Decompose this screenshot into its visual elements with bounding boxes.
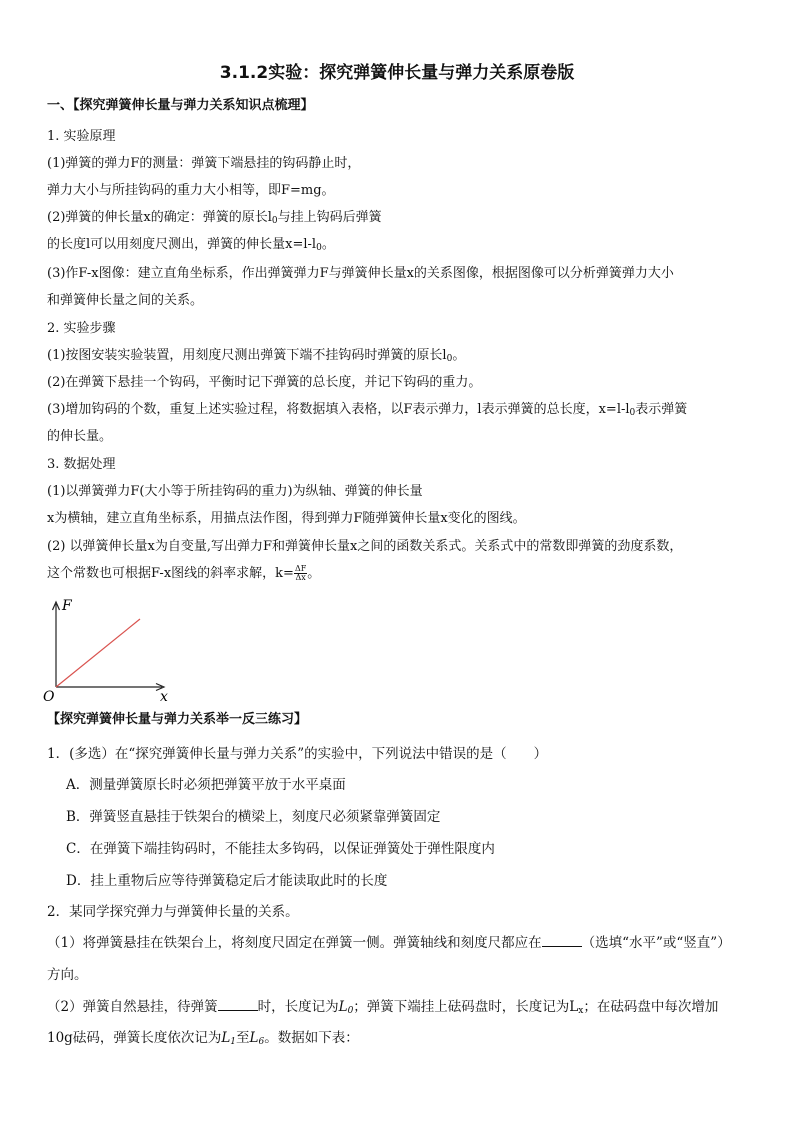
answer-blank-direction[interactable] xyxy=(542,934,582,947)
data-heading: 3. 数据处理 xyxy=(47,457,116,472)
question-2-part-2a: （2）弹簧自然悬挂，待弹簧 时，长度记为$L_0$；弹簧下端挂上砝码盘时，长度记为$L_x$；在砝码盘中每次增加 xyxy=(47,999,719,1016)
slope-fraction: $\frac{\Delta F}{\Delta x}$ xyxy=(294,564,307,582)
data-2a: (2) 以弹簧伸长量x为自变量,写出弹力F和弹簧伸长量x之间的函数关系式。关系式中的常数即弹簧的劲度系数， xyxy=(47,539,683,554)
question-2-part-2b: 10g砝码，弹簧长度依次记为$L_1$至$L_6$。数据如下表： xyxy=(47,1030,359,1047)
question-2-part-1b: 方向。 xyxy=(47,967,88,983)
page-title: 3.1.2实验：探究弹簧伸长量与弹力关系原卷版 xyxy=(219,63,575,83)
step-3b: 的伸长量。 xyxy=(47,429,113,444)
answer-blank-state[interactable] xyxy=(218,998,258,1011)
f-x-graph xyxy=(40,592,190,704)
x-axis-label: x xyxy=(160,689,168,704)
question-1: 1．(多选）在“探究弹簧伸长量与弹力关系”的实验中，下列说法中错误的是（ ） xyxy=(47,746,548,762)
option-d: D．挂上重物后应等待弹簧稳定后才能读取此时的长度 xyxy=(66,873,388,889)
principle-3b: 和弹簧伸长量之间的关系。 xyxy=(47,293,204,308)
data-2b: 这个常数也可根据F-x图线的斜率求解，k= $\frac{\Delta F}{\Delta x}$ 。 xyxy=(47,564,321,582)
principle-2a: (2)弹簧的伸长量x的确定：弹簧的原长$l_0$与挂上钩码后弹簧 xyxy=(47,210,382,226)
principle-1b: 弹力大小与所挂钩码的重力大小相等，即F=mg。 xyxy=(47,183,335,198)
option-c: C．在弹簧下端挂钩码时，不能挂太多钩码，以保证弹簧处于弹性限度内 xyxy=(66,841,495,857)
principle-2b: 的长度l可以用刻度尺测出，弹簧的伸长量$x=l-l_0$。 xyxy=(47,237,335,253)
practice-heading: 【探究弹簧伸长量与弹力关系举一反三练习】 xyxy=(47,712,308,727)
question-2: 2．某同学探究弹力与弹簧伸长量的关系。 xyxy=(47,904,299,920)
step-1: (1)按图安装实验装置，用刻度尺测出弹簧下端不挂钩码时弹簧的原长$l_0$。 xyxy=(47,348,466,364)
step-3a: (3)增加钩码的个数，重复上述实验过程，将数据填入表格，以F表示弹力，l表示弹簧的总长度，$x=l-l_0$表示弹簧 xyxy=(47,402,688,418)
y-axis-label: F xyxy=(62,598,72,614)
steps-heading: 2. 实验步骤 xyxy=(47,321,116,336)
question-2-part-1a: （1）将弹簧悬挂在铁架台上，将刻度尺固定在弹簧一侧。弹簧轴线和刻度尺都应在 （选填“水平”或“竖直”） xyxy=(47,935,731,951)
step-2: (2)在弹簧下悬挂一个钩码，平衡时记下弹簧的总长度，并记下钩码的重力。 xyxy=(47,375,482,390)
data-1b: x为横轴，建立直角坐标系，用描点法作图，得到弹力F随弹簧伸长量x变化的图线。 xyxy=(47,511,526,526)
option-a: A．测量弹簧原长时必须把弹簧平放于水平桌面 xyxy=(66,777,346,793)
principle-1a: (1)弹簧的弹力F的测量：弹簧下端悬挂的钩码静止时， xyxy=(47,156,361,171)
origin-label: O xyxy=(43,689,55,704)
section-heading: 一、【探究弹簧伸长量与弹力关系知识点梳理】 xyxy=(47,98,314,113)
principle-3a: (3)作F-x图像：建立直角坐标系，作出弹簧弹力F与弹簧伸长量x的关系图像，根据图像可以分析弹簧弹力大小 xyxy=(47,266,674,281)
option-b: B．弹簧竖直悬挂于铁架台的横梁上，刻度尺必须紧靠弹簧固定 xyxy=(66,809,441,825)
data-1a: (1)以弹簧弹力F(大小等于所挂钩码的重力)为纵轴、弹簧的伸长量 xyxy=(47,484,423,499)
f-x-line xyxy=(56,619,140,687)
principle-heading: 1. 实验原理 xyxy=(47,129,116,144)
